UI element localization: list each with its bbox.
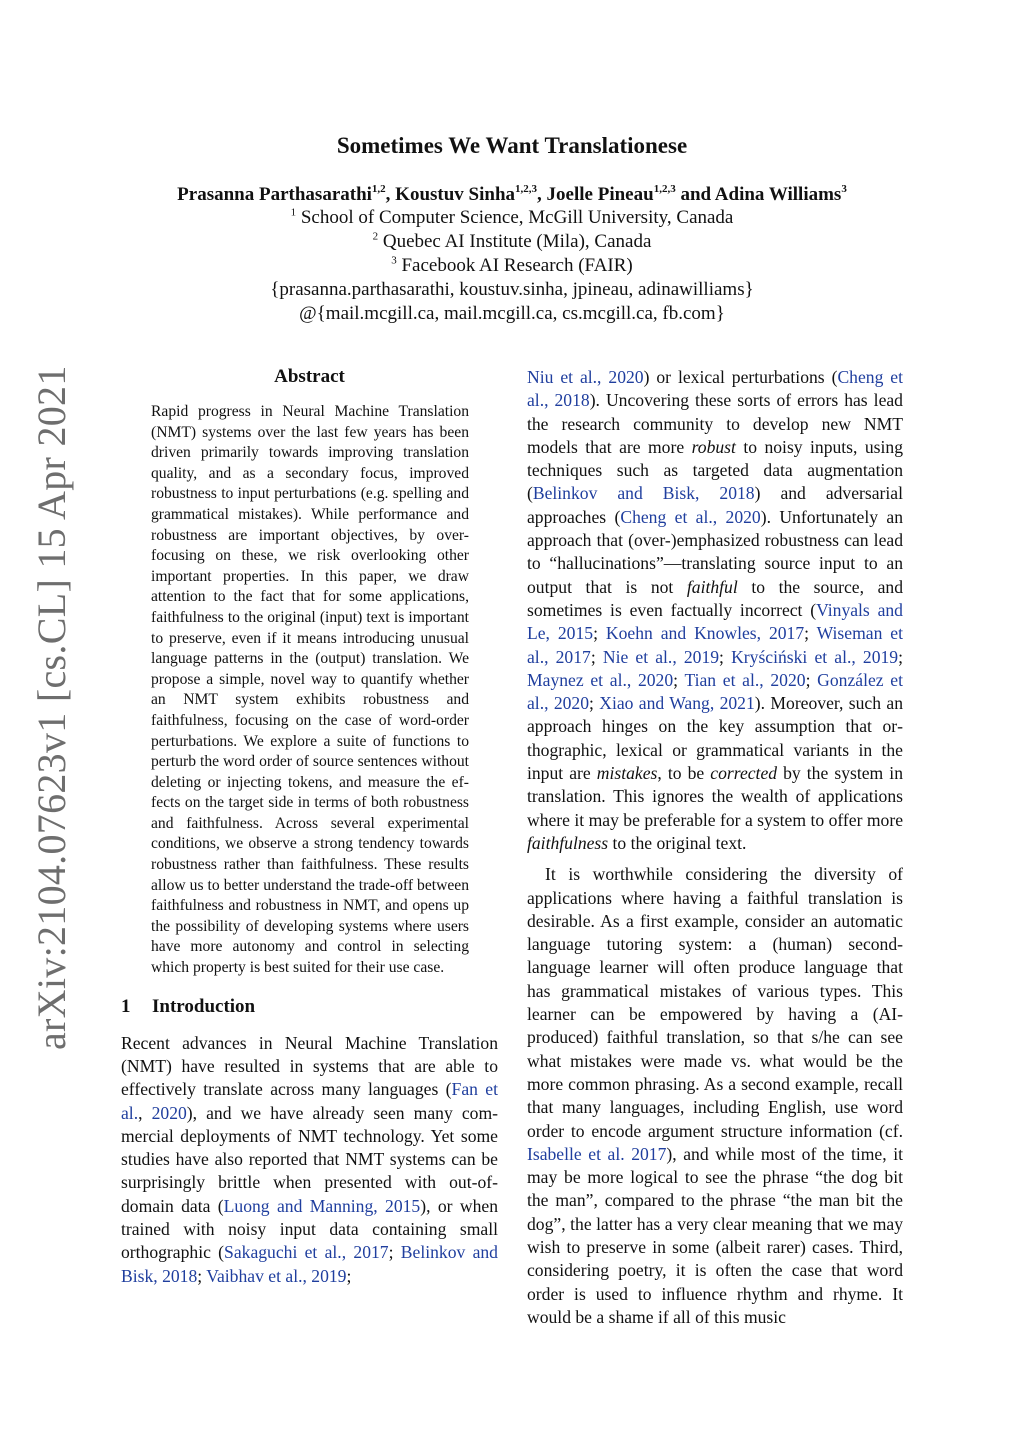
- paper-title: Sometimes We Want Translationese: [336, 133, 688, 158]
- intro-paragraph-1-part-1: Recent advances in Neural Machine Translation (NMT) have resulted in systems that are able to effectively translate across many languages (Fan et al., 2020), and we have already seen many commercial deployments of NMT technology. Yet some studies have also reported that NMT systems can be surprisingly brittle when presented with out-of-domain data (Luong and Manning, 2015), or when trained with noisy input data containing small orthographic (Sakaguchi et al., 2017; Belinkov and Bisk, 2018; Vaibhav et al., 2019;: [121, 1032, 498, 1286]
- citation-link[interactable]: 2020: [151, 1102, 187, 1123]
- affiliation-3: $^3$ Facebook AI Research (FAIR): [391, 254, 633, 276]
- citation-link[interactable]: Cheng et al., 2020: [620, 506, 761, 527]
- citation-link[interactable]: Maynez et al., 2020: [527, 669, 674, 690]
- citation-link[interactable]: Xiao and Wang, 2021: [599, 693, 755, 714]
- email-line-1: {prasanna.parthasarathi, koustuv.sinha, jpineau, adinawilliams}: [270, 279, 754, 300]
- intro-paragraph-1-part-2: Niu et al., 2020) or lexical perturbations (Cheng et al., 2018). Uncovering these sorts of errors has lead the research community to develop new NMT models that are more robust to noisy inputs, using techniques such as targeted data augmentation (Belinkov and Bisk, 2018) and adversarial approaches (Cheng et al., 2020). Unfortunately an approach that (over-)emphasized robustness can lead to “hallucinations”—translating source input to an output that is not faithful to the source, and sometimes is even factually incorrect (Vinyals and Le, 2015; Koehn and Knowles, 2017; Wiseman et al., 2017; Nie et al., 2019; Kryściński et al., 2019; Maynez et al., 2020; Tian et al., 2020; González et al., 2020; Xiao and Wang, 2021). Moreover, such an approach hinges on the key assumption that orthographic, lexical or grammatical variants in the input are mistakes, to be corrected by the system in translation. This ignores the wealth of applications where it may be preferable for a system to offer more faithfulness to the original text.: [527, 367, 904, 853]
- right-column: [527, 366, 903, 1329]
- emphasis: faithfulness: [527, 832, 609, 853]
- emphasis: faithful: [686, 576, 738, 597]
- citation-link[interactable]: Belinkov and Bisk, 2018: [532, 483, 755, 504]
- citation-link[interactable]: Sakaguchi et al., 2017: [224, 1242, 389, 1263]
- email-line-2: @{mail.mcgill.ca, mail.mcgill.ca, cs.mcgill.ca, fb.com}: [299, 303, 725, 324]
- emphasis: corrected: [710, 763, 778, 784]
- citation-link[interactable]: Kryściński et al., 2019: [731, 646, 899, 667]
- author-2: Joelle Pineau$^{1,2,3}$ and: [546, 182, 715, 205]
- citation-link[interactable]: Luong and Manning, 2015: [223, 1195, 421, 1216]
- citation-link[interactable]: Fan et al.: [121, 1079, 498, 1123]
- arxiv-identifier: arXiv:2104.07623v1 [cs.CL] 15 Apr 2021: [29, 365, 74, 1050]
- author-0: Prasanna Parthasarathi$^{1,2}$,: [177, 182, 396, 205]
- author-1: Koustuv Sinha$^{1,2,3}$,: [395, 182, 547, 205]
- citation-link[interactable]: Belinkov and Bisk, 2018: [121, 1242, 498, 1286]
- abstract-text: Rapid progress in Neural Machine Translation (NMT) systems over the last few years has been driven primarily towards improving translation quality, and as a secondary focus, improved robustness to input perturbations (e.g. spelling and grammatical mistakes). While performance and robustness are important objectives, by over-focusing on these, we risk overlooking other important properties. In this paper, we draw attention to the fact that for some applications, faithfulness to the original (input) text is important to preserve, even if it means introducing unusual language patterns in the (output) translation. We propose a simple, novel way to quantify whether an NMT system exhibits robustness and faithfulness, focusing on the case of word-order perturbations. We explore a suite of functions to perturb the word order of source sentences without deleting or injecting tokens, and measure the effects on the target side in terms of both robustness and faithfulness. Across several experimental conditions, we observe a strong tendency towards robustness rather than faithfulness. These results allow us to better understand the trade-off between faithfulness and robustness in NMT, and opens up the possibility of developing systems where users have more autonomy and control in selecting which property is best suited for their use case.: [151, 403, 469, 977]
- affiliations: [0, 206, 1024, 326]
- section-heading-introduction: 1 Introduction: [121, 995, 256, 1017]
- abstract-heading: Abstract: [274, 366, 345, 387]
- author-list: [0, 182, 1024, 208]
- citation-link[interactable]: Cheng et al., 2018: [527, 367, 904, 411]
- citation-link[interactable]: González et al., 2020: [527, 669, 903, 714]
- left-column: [121, 364, 498, 1288]
- citation-link[interactable]: Nie et al., 2019: [602, 646, 720, 667]
- affiliation-1: $^1$ School of Computer Science, McGill University, Canada: [290, 206, 734, 228]
- citation-link[interactable]: Vinyals and Le, 2015: [527, 599, 903, 644]
- emphasis: robust: [691, 436, 736, 457]
- citation-link[interactable]: Vaibhav et al., 2019: [206, 1265, 347, 1286]
- emphasis: mistakes: [596, 763, 658, 784]
- citation-link[interactable]: Koehn and Knowles, 2017: [605, 623, 805, 644]
- citation-link[interactable]: Niu et al., 2020: [527, 367, 644, 387]
- citation-link[interactable]: Wiseman et al., 2017: [527, 623, 904, 667]
- citation-link[interactable]: Tian et al., 2020: [684, 669, 806, 690]
- affiliation-2: $^2$ Quebec AI Institute (Mila), Canada: [372, 230, 652, 252]
- citation-link[interactable]: Isabelle et al. 2017: [527, 1143, 667, 1164]
- intro-paragraph-2: It is worthwhile considering the diversity of applications where having a faithful translation is desirable. As a first example, consider an automatic language tutoring system: a (human) second-language learner will often produce language that has grammatical mistakes of various types. This learner can be empowered by having a (AI-produced) faithful translation, so that s/he can see what mistakes were made vs. what would be the more common phrasing. As a second example, recall that many languages, including English, use word order to encode argument structure information (cf. Isabelle et al. 2017), and while most of the time, it may be more logical to see the phrase “the dog bit the man”, compared to the phrase “the man bit the dog”, the latter has a very clear meaning that we may wish to preserve in some (albeit rarer) cases. Third, considering poetry, it is often the case that word order is used to influence rhythm and rhyme. It would be a shame if all of this music: [527, 864, 903, 1327]
- author-3: Adina Williams$^3$: [714, 182, 847, 205]
